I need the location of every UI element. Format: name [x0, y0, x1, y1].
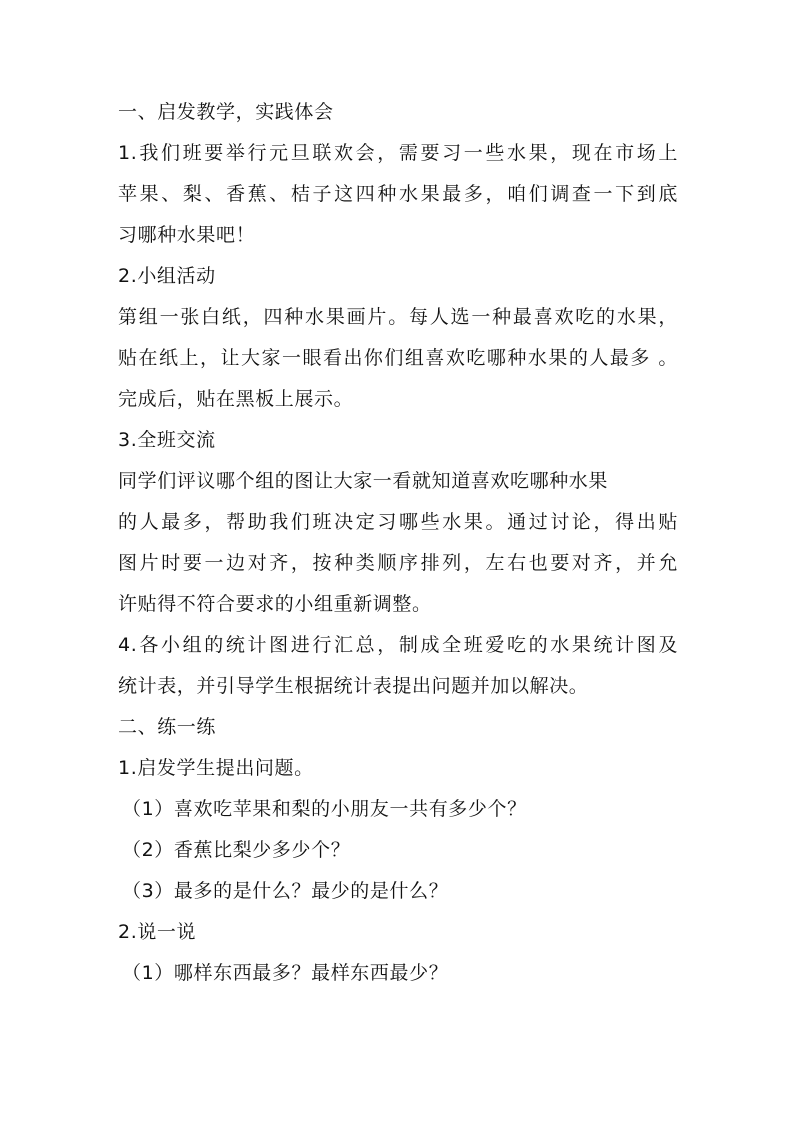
paragraph-line: 的人最多，帮助我们班决定习哪些水果。通过讨论，得出贴 [118, 511, 678, 533]
document-page [118, 100, 678, 1002]
paragraph-line: 第组一张白纸，四种水果画片。每人选一种最喜欢吃的水果， [118, 306, 678, 328]
paragraph-line: 完成后，贴在黑板上展示。 [118, 388, 354, 410]
subheading-say-it: 2.说一说 [118, 921, 197, 943]
subheading-ask-questions: 1.启发学生提出问题。 [118, 757, 314, 779]
question-item: （1）哪样东西最多？最样东西最少？ [122, 962, 449, 984]
section-heading-2: 二、练一练 [118, 716, 217, 738]
subheading-group-activity: 2.小组活动 [118, 265, 216, 287]
question-item: （3）最多的是什么？最少的是什么？ [122, 880, 449, 902]
paragraph-line: 4.各小组的统计图进行汇总，制成全班爱吃的水果统计图及 [118, 634, 678, 656]
paragraph-line: 许贴得不符合要求的小组重新调整。 [118, 593, 432, 615]
paragraph-line: 习哪种水果吧！ [118, 224, 256, 246]
paragraph-line: 1.我们班要举行元旦联欢会，需要习一些水果，现在市场上 [118, 142, 678, 164]
subheading-class-exchange: 3.全班交流 [118, 429, 216, 451]
paragraph-line: 统计表，并引导学生根据统计表提出问题并加以解决。 [118, 675, 589, 697]
question-item: （1）喜欢吃苹果和梨的小朋友一共有多少个？ [122, 798, 527, 820]
paragraph-line: 苹果、梨、香蕉、桔子这四种水果最多，咱们调查一下到底 [118, 183, 678, 205]
paragraph-line: 图片时要一边对齐，按种类顺序排列，左右也要对齐，并允 [118, 552, 678, 574]
question-item: （2）香蕉比梨少多少个？ [122, 839, 351, 861]
paragraph-line: 同学们评议哪个组的图让大家一看就知道喜欢吃哪种水果 [118, 470, 609, 492]
section-heading-1: 一、启发教学，实践体会 [118, 101, 334, 123]
paragraph-line: 贴在纸上，让大家一眼看出你们组喜欢吃哪种水果的人最多 。 [118, 347, 678, 369]
